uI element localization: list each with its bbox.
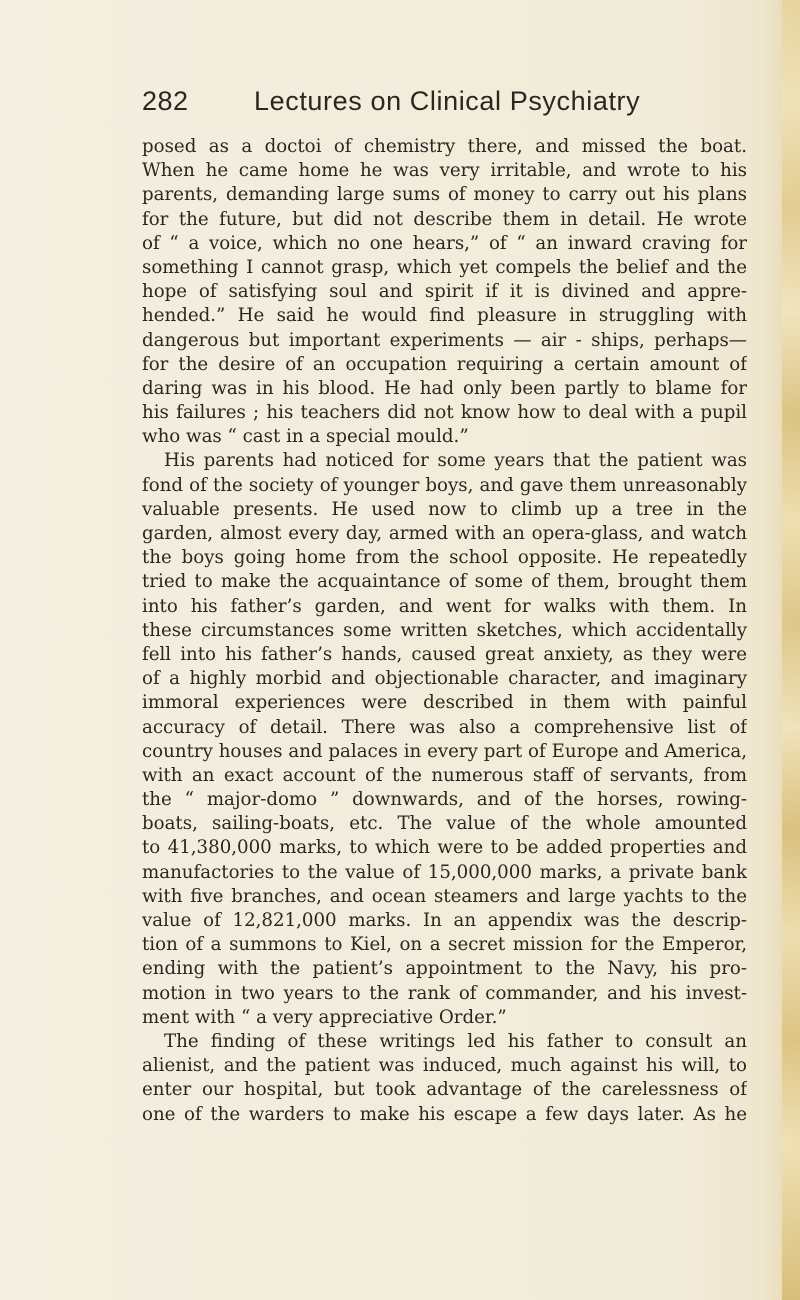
text-line: His parents had noticed for some years that the patient was: [164, 450, 747, 472]
text-line: tion of a summons to Kiel, on a secret mission for the Emperor,: [142, 934, 747, 956]
text-line: into his father’s garden, and went for walks with them. In: [142, 595, 747, 617]
text-line: with five branches, and ocean steamers and large yachts to the: [142, 885, 747, 907]
text-line: for the desire of an occupation requiring a certain amount of: [142, 353, 747, 375]
text-line: alienist, and the patient was induced, much against his will, to: [142, 1055, 747, 1077]
text-line: country houses and palaces in every part of Europe and America,: [142, 740, 747, 762]
text-line: for the future, but did not describe them in detail. He wrote: [142, 208, 747, 230]
text-line: the boys going home from the school opposite. He repeatedly: [142, 547, 747, 569]
text-line: boats, sailing-boats, etc. The value of the whole amounted: [142, 813, 747, 835]
text-line: with an exact account of the numerous staff of servants, from: [142, 764, 747, 786]
text-line: his failures ; his teachers did not know how to deal with a pupil: [142, 402, 747, 424]
text-line: daring was in his blood. He had only been partly to blame for: [142, 377, 747, 399]
text-line: fell into his father’s hands, caused great anxiety, as they were: [142, 643, 747, 665]
text-line: parents, demanding large sums of money to carry out his plans: [142, 184, 747, 206]
text-line: hended.” He said he would find pleasure in struggling with: [142, 305, 747, 327]
text-line: who was “ cast in a special mould.”: [142, 426, 469, 448]
text-line: accuracy of detail. There was also a comprehensive list of: [142, 716, 747, 738]
text-line: the “ major-domo ” downwards, and of the horses, rowing-: [142, 789, 747, 811]
text-line: When he came home he was very irritable, and wrote to his: [142, 160, 747, 182]
text-line: value of 12,821,000 marks. In an appendix was the descrip-: [142, 910, 747, 931]
text-line: of a highly morbid and objectionable character, and imaginary: [142, 668, 747, 690]
text-line: dangerous but important experiments — air - ships, perhaps—: [142, 329, 747, 351]
text-line: motion in two years to the rank of commander, and his invest-: [142, 982, 747, 1004]
text-line: one of the warders to make his escape a few days later. As he: [142, 1103, 747, 1125]
page-number: 282: [142, 86, 189, 116]
text-line: garden, almost every day, armed with an opera-glass, and watch: [142, 523, 747, 544]
text-line: posed as a doctoi of chemistry there, and missed the boat.: [142, 136, 747, 157]
body-text: [142, 135, 747, 1127]
text-line: tried to make the acquaintance of some of them, brought them: [142, 571, 747, 593]
text-line: manufactories to the value of 15,000,000 marks, a private bank: [142, 861, 747, 883]
text-line: these circumstances some written sketches, which accidentally: [142, 619, 747, 641]
text-line: to 41,380,000 marks, to which were to be added properties and: [142, 837, 747, 859]
text-line: hope of satisfying soul and spirit if it is divined and appre-: [142, 281, 747, 303]
running-title: Lectures on Clinical Psychiatry: [254, 86, 641, 116]
text-line: The finding of these writings led his father to consult an: [164, 1030, 747, 1052]
text-line: enter our hospital, but took advantage of the carelessness of: [142, 1079, 747, 1101]
page-header: [142, 86, 662, 126]
text-line: fond of the society of younger boys, and gave them unreasonably: [142, 474, 747, 496]
text-line: of “ a voice, which no one hears,” of “ an inward craving for: [142, 232, 747, 254]
page-edge: [782, 0, 800, 1300]
text-line: ending with the patient’s appointment to the Navy, his pro-: [142, 958, 747, 980]
text-line: something I cannot grasp, which yet compels the belief and the: [142, 256, 747, 278]
text-line: valuable presents. He used now to climb up a tree in the: [142, 498, 747, 520]
text-line: ment with “ a very appreciative Order.”: [142, 1006, 507, 1028]
text-line: immoral experiences were described in them with painful: [142, 692, 747, 714]
